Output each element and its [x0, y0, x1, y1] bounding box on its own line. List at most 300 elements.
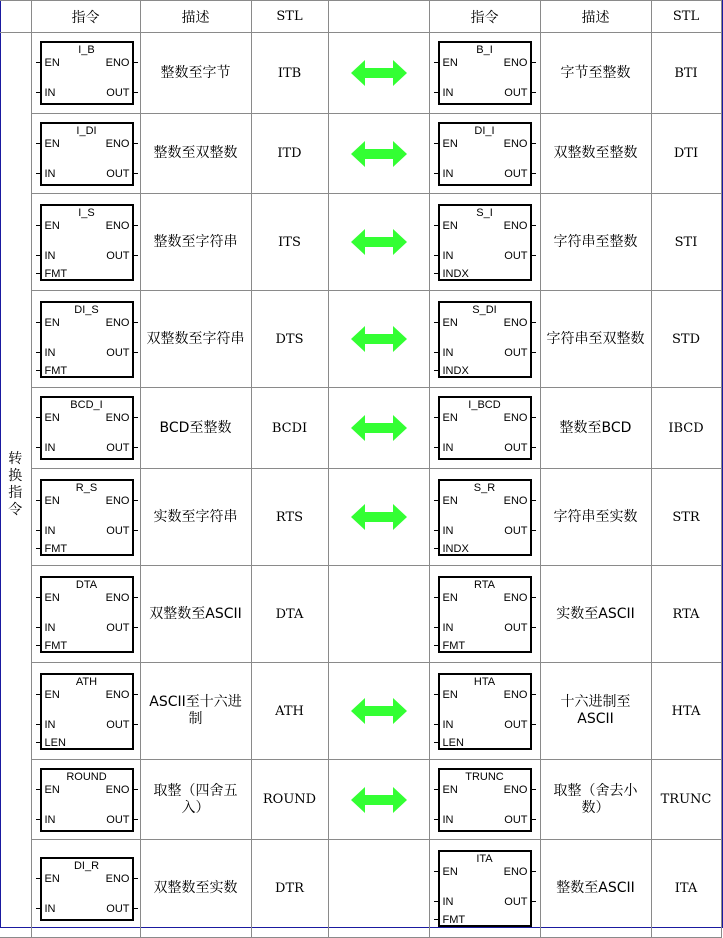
pin-wire — [36, 742, 40, 743]
left-description: BCD至整数 — [140, 388, 251, 469]
block-name: R_S — [75, 482, 98, 494]
instruction-row — [0, 33, 721, 114]
pin-extra: LEN — [442, 737, 464, 749]
right-description: 字符串至整数 — [540, 194, 651, 291]
pin-wire — [434, 352, 438, 353]
pin-in: IN — [442, 719, 454, 731]
left-function-block-cell — [31, 566, 140, 663]
right-function-block-cell — [429, 388, 540, 469]
right-description: 取整（舍去小数） — [540, 760, 651, 840]
block-name: I_B — [78, 44, 95, 56]
function-block — [438, 479, 532, 556]
pin-wire — [134, 627, 138, 628]
pin-in: IN — [44, 622, 56, 634]
right-stl: ITA — [651, 840, 721, 938]
category-label: 转换指令 — [8, 451, 23, 518]
pin-en: EN — [442, 57, 458, 69]
pin-in: IN — [44, 903, 56, 915]
block-name: S_DI — [472, 304, 497, 316]
pin-wire — [36, 597, 40, 598]
pin-extra: LEN — [44, 737, 66, 749]
pin-wire — [532, 62, 536, 63]
pin-out: OUT — [106, 525, 130, 537]
pin-extra: FMT — [44, 640, 68, 652]
pin-wire — [134, 694, 138, 695]
pin-out: OUT — [504, 168, 528, 180]
double-arrow-icon — [351, 698, 407, 724]
left-stl: BCDI — [251, 388, 328, 469]
pin-wire — [434, 447, 438, 448]
pin-wire — [434, 789, 438, 790]
pin-out: OUT — [106, 719, 130, 731]
double-arrow-icon — [351, 141, 407, 167]
function-block — [40, 479, 134, 556]
pin-eno: ENO — [503, 689, 528, 701]
right-stl: HTA — [651, 663, 721, 760]
block-name: HTA — [473, 676, 496, 688]
pin-out: OUT — [504, 719, 528, 731]
arrow-cell — [328, 388, 429, 469]
pin-wire — [434, 273, 438, 274]
category-cell — [0, 33, 31, 938]
pin-wire — [134, 597, 138, 598]
pin-out: OUT — [504, 896, 528, 908]
pin-en: EN — [44, 220, 60, 232]
function-block — [438, 122, 532, 186]
pin-wire — [532, 819, 536, 820]
pin-in: IN — [442, 896, 454, 908]
pin-wire — [36, 447, 40, 448]
left-description: 双整数至字符串 — [140, 291, 251, 388]
pin-en: EN — [44, 412, 60, 424]
pin-en: EN — [442, 866, 458, 878]
block-name: BCD_I — [70, 399, 103, 411]
pin-eno: ENO — [105, 873, 130, 885]
pin-extra: FMT — [442, 914, 466, 926]
pin-in: IN — [442, 814, 454, 826]
pin-out: OUT — [504, 814, 528, 826]
instruction-row — [0, 114, 721, 194]
left-description: 整数至字符串 — [140, 194, 251, 291]
pin-wire — [532, 724, 536, 725]
pin-in: IN — [44, 250, 56, 262]
left-description: 实数至字符串 — [140, 469, 251, 566]
double-arrow-icon — [351, 60, 407, 86]
pin-wire — [134, 878, 138, 879]
pin-wire — [434, 322, 438, 323]
arrow-cell — [328, 840, 429, 938]
left-stl: ITB — [251, 33, 328, 114]
left-function-block-cell — [31, 388, 140, 469]
right-stl: RTA — [651, 566, 721, 663]
pin-in: IN — [44, 525, 56, 537]
double-arrow-icon — [351, 415, 407, 441]
pin-wire — [434, 92, 438, 93]
pin-wire — [532, 597, 536, 598]
right-function-block-cell — [429, 840, 540, 938]
pin-wire — [36, 789, 40, 790]
left-stl: ATH — [251, 663, 328, 760]
left-description: 双整数至ASCII — [140, 566, 251, 663]
pin-wire — [36, 645, 40, 646]
pin-out: OUT — [106, 347, 130, 359]
pin-en: EN — [44, 57, 60, 69]
pin-in: IN — [442, 87, 454, 99]
left-description: 取整（四舍五入） — [140, 760, 251, 840]
pin-en: EN — [442, 317, 458, 329]
function-block — [438, 41, 532, 105]
pin-out: OUT — [106, 250, 130, 262]
right-description: 字节至整数 — [540, 33, 651, 114]
header-description-right: 描述 — [540, 1, 651, 33]
arrow-cell — [328, 194, 429, 291]
pin-en: EN — [44, 495, 60, 507]
function-block — [40, 122, 134, 186]
function-block — [40, 204, 134, 281]
function-block — [438, 673, 532, 750]
pin-wire — [532, 447, 536, 448]
double-arrow-icon — [351, 326, 407, 352]
pin-wire — [36, 548, 40, 549]
block-name: ITA — [476, 853, 493, 865]
left-function-block-cell — [31, 194, 140, 291]
right-stl: DTI — [651, 114, 721, 194]
pin-wire — [434, 225, 438, 226]
pin-wire — [36, 724, 40, 725]
instruction-row — [0, 388, 721, 469]
pin-eno: ENO — [503, 592, 528, 604]
pin-out: OUT — [504, 442, 528, 454]
pin-eno: ENO — [503, 138, 528, 150]
left-description: 双整数至实数 — [140, 840, 251, 938]
pin-wire — [434, 500, 438, 501]
arrow-cell — [328, 33, 429, 114]
pin-out: OUT — [106, 622, 130, 634]
left-function-block-cell — [31, 33, 140, 114]
pin-en: EN — [442, 412, 458, 424]
left-function-block-cell — [31, 760, 140, 840]
pin-wire — [134, 62, 138, 63]
pin-wire — [532, 417, 536, 418]
instruction-row — [0, 194, 721, 291]
pin-eno: ENO — [503, 57, 528, 69]
header-blank-cell — [0, 1, 31, 33]
left-stl: DTA — [251, 566, 328, 663]
pin-out: OUT — [106, 442, 130, 454]
pin-en: EN — [44, 138, 60, 150]
pin-eno: ENO — [105, 592, 130, 604]
pin-in: IN — [442, 347, 454, 359]
pin-wire — [532, 92, 536, 93]
pin-wire — [134, 255, 138, 256]
pin-wire — [36, 500, 40, 501]
block-name: S_I — [476, 207, 493, 219]
arrow-cell — [328, 566, 429, 663]
pin-in: IN — [44, 442, 56, 454]
pin-wire — [434, 919, 438, 920]
header-stl: STL — [251, 1, 328, 33]
left-function-block-cell — [31, 291, 140, 388]
left-function-block-cell — [31, 469, 140, 566]
pin-in: IN — [442, 250, 454, 262]
double-arrow-icon — [351, 229, 407, 255]
pin-wire — [434, 370, 438, 371]
pin-eno: ENO — [105, 784, 130, 796]
pin-wire — [434, 627, 438, 628]
pin-wire — [134, 530, 138, 531]
right-function-block-cell — [429, 114, 540, 194]
pin-in: IN — [442, 168, 454, 180]
pin-en: EN — [442, 138, 458, 150]
pin-in: IN — [442, 442, 454, 454]
arrow-cell — [328, 291, 429, 388]
left-function-block-cell — [31, 663, 140, 760]
right-stl: IBCD — [651, 388, 721, 469]
double-arrow-icon — [351, 787, 407, 813]
pin-eno: ENO — [105, 412, 130, 424]
pin-wire — [434, 901, 438, 902]
pin-wire — [532, 871, 536, 872]
arrow-cell — [328, 663, 429, 760]
arrow-cell — [328, 469, 429, 566]
pin-wire — [532, 255, 536, 256]
pin-wire — [532, 530, 536, 531]
pin-eno: ENO — [503, 220, 528, 232]
right-function-block-cell — [429, 194, 540, 291]
right-function-block-cell — [429, 760, 540, 840]
right-function-block-cell — [429, 663, 540, 760]
pin-eno: ENO — [105, 689, 130, 701]
right-function-block-cell — [429, 566, 540, 663]
pin-extra: FMT — [44, 365, 68, 377]
pin-en: EN — [442, 220, 458, 232]
function-block — [438, 204, 532, 281]
function-block — [40, 857, 134, 921]
pin-wire — [36, 627, 40, 628]
function-block — [438, 301, 532, 378]
right-stl: STI — [651, 194, 721, 291]
left-stl: ITD — [251, 114, 328, 194]
pin-eno: ENO — [503, 784, 528, 796]
block-name: I_DI — [76, 125, 97, 137]
pin-wire — [134, 908, 138, 909]
pin-wire — [134, 447, 138, 448]
right-description: 整数至ASCII — [540, 840, 651, 938]
left-description: 整数至双整数 — [140, 114, 251, 194]
pin-wire — [134, 352, 138, 353]
right-stl: STD — [651, 291, 721, 388]
pin-in: IN — [44, 347, 56, 359]
pin-in: IN — [44, 168, 56, 180]
pin-wire — [434, 143, 438, 144]
right-description: 整数至BCD — [540, 388, 651, 469]
pin-wire — [134, 500, 138, 501]
pin-wire — [434, 724, 438, 725]
pin-wire — [532, 789, 536, 790]
pin-wire — [532, 694, 536, 695]
instruction-row — [0, 840, 721, 938]
pin-wire — [36, 173, 40, 174]
pin-wire — [36, 273, 40, 274]
pin-eno: ENO — [503, 412, 528, 424]
pin-in: IN — [44, 87, 56, 99]
pin-wire — [134, 724, 138, 725]
left-stl: RTS — [251, 469, 328, 566]
right-function-block-cell — [429, 291, 540, 388]
arrow-cell — [328, 114, 429, 194]
right-function-block-cell — [429, 33, 540, 114]
left-stl: DTR — [251, 840, 328, 938]
pin-wire — [36, 62, 40, 63]
pin-en: EN — [44, 317, 60, 329]
block-name: I_BCD — [468, 399, 501, 411]
pin-wire — [134, 417, 138, 418]
header-description: 描述 — [140, 1, 251, 33]
double-arrow-icon — [351, 504, 407, 530]
function-block — [438, 768, 532, 832]
function-block — [40, 768, 134, 832]
pin-wire — [532, 500, 536, 501]
pin-wire — [36, 352, 40, 353]
table-header-row — [0, 1, 721, 33]
pin-wire — [36, 370, 40, 371]
function-block — [438, 576, 532, 653]
header-gap-cell — [328, 1, 429, 33]
pin-wire — [434, 645, 438, 646]
pin-out: OUT — [504, 347, 528, 359]
pin-wire — [532, 225, 536, 226]
pin-wire — [434, 173, 438, 174]
block-name: I_S — [78, 207, 95, 219]
left-stl: DTS — [251, 291, 328, 388]
pin-out: OUT — [106, 903, 130, 915]
pin-wire — [434, 871, 438, 872]
pin-extra: FMT — [44, 268, 68, 280]
pin-extra: FMT — [442, 640, 466, 652]
header-instruction: 指令 — [31, 1, 140, 33]
right-description: 十六进制至ASCII — [540, 663, 651, 760]
left-description: 整数至字节 — [140, 33, 251, 114]
pin-wire — [532, 143, 536, 144]
pin-wire — [532, 352, 536, 353]
pin-wire — [36, 908, 40, 909]
right-stl: BTI — [651, 33, 721, 114]
pin-en: EN — [442, 495, 458, 507]
pin-wire — [134, 92, 138, 93]
header-stl-right: STL — [651, 1, 721, 33]
pin-eno: ENO — [503, 866, 528, 878]
pin-out: OUT — [106, 814, 130, 826]
pin-wire — [434, 742, 438, 743]
pin-out: OUT — [504, 250, 528, 262]
function-block — [40, 41, 134, 105]
block-name: ATH — [75, 676, 98, 688]
pin-extra: INDX — [442, 543, 469, 555]
pin-wire — [36, 878, 40, 879]
block-name: DTA — [75, 579, 98, 591]
pin-wire — [134, 789, 138, 790]
pin-wire — [36, 255, 40, 256]
right-stl: STR — [651, 469, 721, 566]
block-name: RTA — [474, 579, 495, 591]
pin-wire — [36, 530, 40, 531]
right-description: 双整数至整数 — [540, 114, 651, 194]
right-function-block-cell — [429, 469, 540, 566]
pin-en: EN — [44, 873, 60, 885]
pin-out: OUT — [504, 87, 528, 99]
pin-eno: ENO — [105, 495, 130, 507]
arrow-cell — [328, 760, 429, 840]
pin-out: OUT — [504, 622, 528, 634]
pin-wire — [532, 322, 536, 323]
pin-wire — [36, 92, 40, 93]
function-block — [40, 301, 134, 378]
pin-wire — [434, 597, 438, 598]
pin-extra: INDX — [442, 268, 469, 280]
left-stl: ROUND — [251, 760, 328, 840]
pin-extra: FMT — [44, 543, 68, 555]
pin-wire — [134, 143, 138, 144]
instruction-row — [0, 760, 721, 840]
pin-extra: INDX — [442, 365, 469, 377]
pin-wire — [134, 225, 138, 226]
pin-wire — [532, 173, 536, 174]
pin-eno: ENO — [105, 317, 130, 329]
pin-en: EN — [44, 689, 60, 701]
pin-wire — [36, 225, 40, 226]
block-name: DI_R — [73, 860, 100, 872]
pin-eno: ENO — [503, 495, 528, 507]
pin-in: IN — [442, 525, 454, 537]
function-block — [438, 850, 532, 927]
pin-wire — [36, 322, 40, 323]
right-description: 字符串至双整数 — [540, 291, 651, 388]
pin-in: IN — [442, 622, 454, 634]
pin-wire — [134, 173, 138, 174]
function-block — [40, 673, 134, 750]
pin-wire — [434, 548, 438, 549]
pin-wire — [134, 322, 138, 323]
left-function-block-cell — [31, 840, 140, 938]
pin-eno: ENO — [105, 57, 130, 69]
pin-en: EN — [44, 592, 60, 604]
pin-eno: ENO — [503, 317, 528, 329]
pin-wire — [36, 819, 40, 820]
pin-wire — [434, 417, 438, 418]
instruction-row — [0, 469, 721, 566]
pin-en: EN — [442, 592, 458, 604]
pin-wire — [532, 901, 536, 902]
pin-en: EN — [442, 784, 458, 796]
pin-out: OUT — [504, 525, 528, 537]
instruction-row — [0, 291, 721, 388]
pin-wire — [36, 417, 40, 418]
right-stl: TRUNC — [651, 760, 721, 840]
instruction-row — [0, 566, 721, 663]
block-name: ROUND — [66, 771, 107, 783]
pin-wire — [434, 62, 438, 63]
pin-en: EN — [442, 689, 458, 701]
pin-wire — [532, 627, 536, 628]
pin-wire — [36, 143, 40, 144]
pin-eno: ENO — [105, 220, 130, 232]
right-description: 实数至ASCII — [540, 566, 651, 663]
pin-out: OUT — [106, 168, 130, 180]
block-name: B_I — [476, 44, 493, 56]
right-description: 字符串至实数 — [540, 469, 651, 566]
pin-wire — [434, 694, 438, 695]
block-name: DI_S — [74, 304, 99, 316]
